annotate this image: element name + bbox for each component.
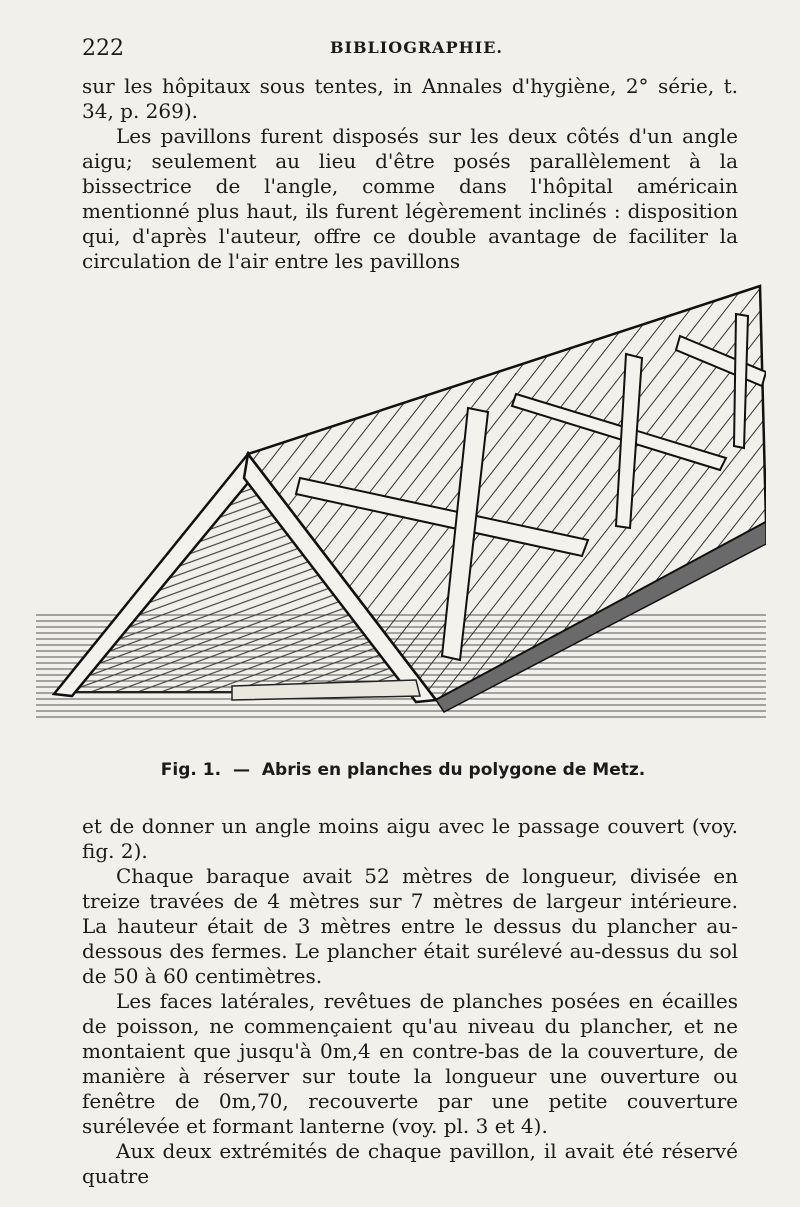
- figure-illustration: [36, 282, 766, 732]
- top-text-block: [82, 74, 738, 274]
- caption-dash: —: [232, 760, 250, 780]
- barrack-engraving: [36, 282, 766, 732]
- paragraph-continuation: sur les hôpitaux sous tentes, in Annales d'hygiène, 2° série, t. 34, p. 269).: [82, 74, 738, 123]
- caption-text: Abris en planches du polygone de Metz.: [261, 760, 646, 780]
- paragraph: Les faces latérales, revêtues de planches posées en écailles de poisson, ne commençaient qu'au niveau du plancher, et ne montaient que jusqu'à 0m,4 en contre-bas de la couverture, de manière à réserver sur toute la longueur une ouverture ou fenêtre de 0m,70, recouverte par une petite couverture surélevée et formant lanterne (voy. pl. 3 et 4).: [82, 989, 738, 1138]
- paragraph: Aux deux extrémités de chaque pavillon, il avait été réservé quatre: [82, 1139, 738, 1188]
- paragraph: Les pavillons furent disposés sur les deux côtés d'un angle aigu; seulement au lieu d'être posés parallèlement à la bissectrice de l'angle, comme dans l'hôpital américain mentionné plus haut, ils furent légèrement inclinés : disposition qui, d'après l'auteur, offre ce double avantage de faciliter la circulation de l'air entre les pavillons: [82, 124, 738, 273]
- page-header: [82, 34, 742, 64]
- page-number: 222: [82, 36, 124, 61]
- running-head: BIBLIOGRAPHIE.: [330, 38, 503, 57]
- bottom-text-block: [82, 814, 738, 1189]
- paragraph-continuation: et de donner un angle moins aigu avec le passage couvert (voy. fig. 2).: [82, 814, 738, 863]
- paragraph: Chaque baraque avait 52 mètres de longueur, divisée en treize travées de 4 mètres sur 7 mètres de largeur intérieure. La hauteur était de 3 mètres entre le dessus du plancher au-dessous des fermes. Le plancher était surélevé au-dessus du sol de 50 à 60 centimètres.: [82, 864, 738, 988]
- figure-caption: [0, 760, 800, 780]
- figure-label: Fig. 1.: [160, 760, 222, 780]
